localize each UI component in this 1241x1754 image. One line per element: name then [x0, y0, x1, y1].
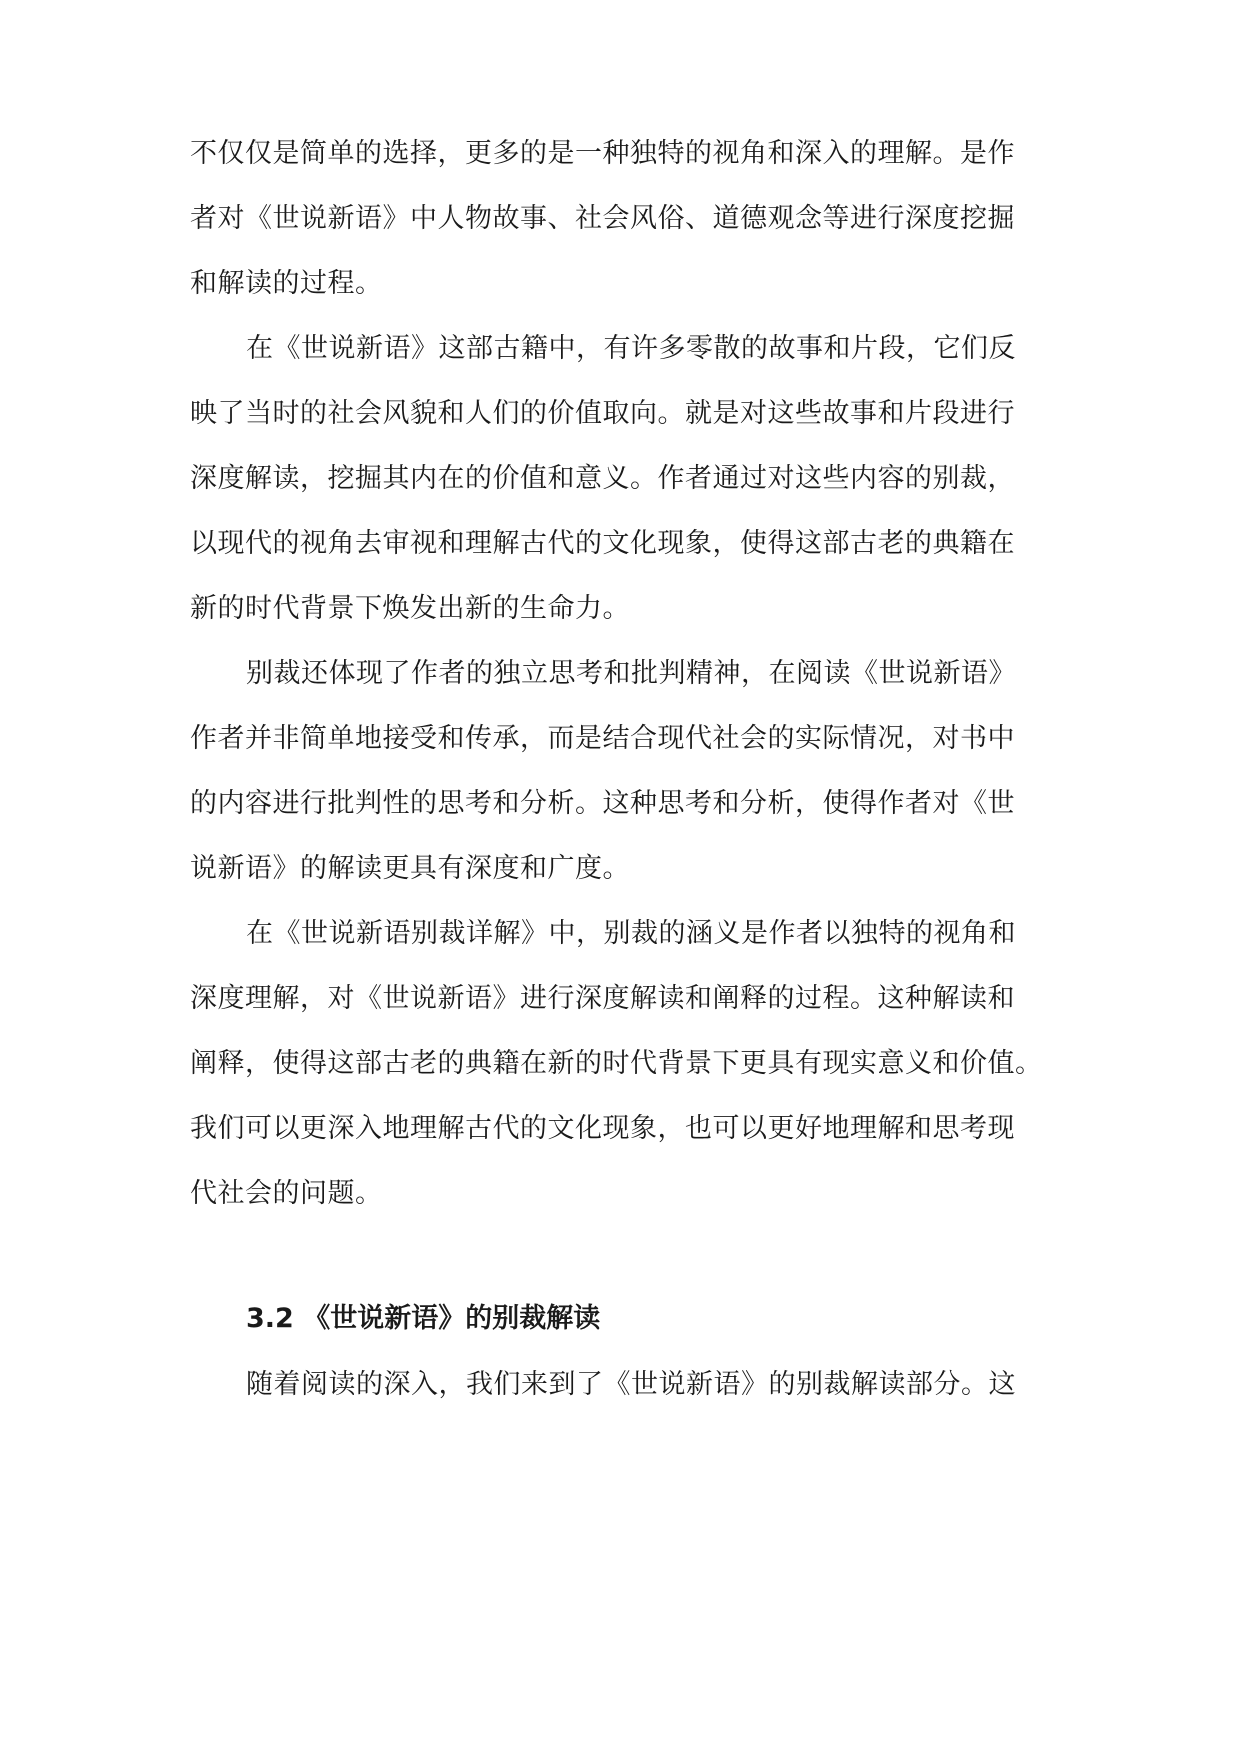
section-heading: 3.2 《世说新语》的别裁解读 [246, 1303, 601, 1334]
paragraph-3-line-2: 作者并非简单地接受和传承，而是结合现代社会的实际情况，对书中 [190, 723, 1015, 754]
paragraph-5-line-1: 随着阅读的深入，我们来到了《世说新语》的别裁解读部分。这 [246, 1369, 1016, 1400]
paragraph-3-line-4: 说新语》的解读更具有深度和广度。 [190, 853, 630, 884]
paragraph-2-line-2: 映了当时的社会风貌和人们的价值取向。就是对这些故事和片段进行 [190, 398, 1015, 429]
paragraph-2-line-5: 新的时代背景下焕发出新的生命力。 [190, 593, 630, 624]
paragraph-3-line-1: 别裁还体现了作者的独立思考和批判精神，在阅读《世说新语》 [246, 658, 1016, 689]
paragraph-1-line-2: 者对《世说新语》中人物故事、社会风俗、道德观念等进行深度挖掘 [190, 203, 1015, 234]
paragraph-1-line-1: 不仅仅是简单的选择，更多的是一种独特的视角和深入的理解。是作 [190, 138, 1015, 169]
paragraph-3-line-3: 的内容进行批判性的思考和分析。这种思考和分析，使得作者对《世 [190, 788, 1015, 819]
paragraph-4-line-3: 阐释，使得这部古老的典籍在新的时代背景下更具有现实意义和价值。 [190, 1048, 1043, 1079]
paragraph-1-line-3: 和解读的过程。 [190, 268, 383, 299]
paragraph-2-line-4: 以现代的视角去审视和理解古代的文化现象，使得这部古老的典籍在 [190, 528, 1015, 559]
paragraph-4-line-5: 代社会的问题。 [190, 1178, 383, 1209]
paragraph-2-line-1: 在《世说新语》这部古籍中，有许多零散的故事和片段，它们反 [246, 333, 1016, 364]
paragraph-4-line-4: 我们可以更深入地理解古代的文化现象，也可以更好地理解和思考现 [190, 1113, 1015, 1144]
paragraph-2-line-3: 深度解读，挖掘其内在的价值和意义。作者通过对这些内容的别裁， [190, 463, 1015, 494]
paragraph-4-line-1: 在《世说新语别裁详解》中，别裁的涵义是作者以独特的视角和 [246, 918, 1016, 949]
paragraph-4-line-2: 深度理解，对《世说新语》进行深度解读和阐释的过程。这种解读和 [190, 983, 1015, 1014]
